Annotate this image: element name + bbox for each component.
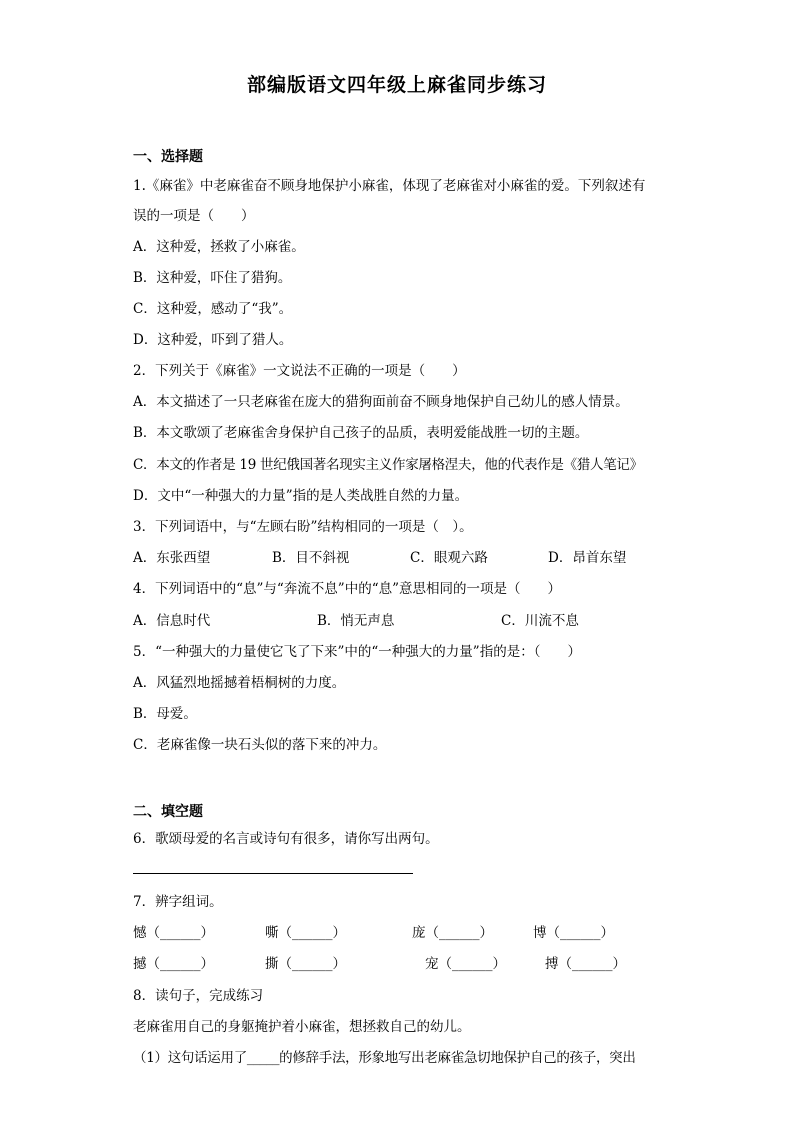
q1-option-a: A．这种爱，拯救了小麻雀。 (133, 239, 305, 255)
q3-option-d: D．昂首东望 (548, 550, 627, 566)
q2-option-c: C．本文的作者是 19 世纪俄国著名现实主义作家屠格涅夫，他的代表作是《猎人笔记》 (133, 457, 643, 473)
q5-option-b: B．母爱。 (133, 706, 197, 722)
q3-option-b: B．目不斜视 (272, 550, 350, 566)
q1-option-d: D．这种爱，吓到了猎人。 (133, 332, 293, 348)
q2-option-b: B．本文歌颂了老麻雀舍身保护自己孩子的品质，表明爱能战胜一切的主题。 (133, 425, 589, 441)
page-title: 部编版语文四年级上麻雀同步练习 (246, 74, 547, 96)
section-heading-fill: 二、填空题 (133, 804, 203, 820)
section-heading-choice: 一、选择题 (133, 149, 203, 165)
q4-option-c: C．川流不息 (501, 613, 579, 629)
q2-stem: 2．下列关于《麻雀》一文说法不正确的一项是（ ） (133, 363, 466, 379)
q8-sub-question-1: （1）这句话运用了_____的修辞手法，形象地写出老麻雀急切地保护自己的孩子，突出 (133, 1050, 636, 1066)
q7-stem: 7．辨字组词。 (133, 894, 223, 910)
q8-stem: 8．读句子，完成练习 (133, 988, 264, 1004)
q1-option-c: C．这种爱，感动了“我”。 (133, 301, 293, 317)
q7-item-5[interactable]: 撼（______） (133, 956, 214, 972)
q7-item-4[interactable]: 博（______） (533, 925, 614, 941)
q5-option-c: C．老麻雀像一块石头似的落下来的冲力。 (133, 737, 387, 753)
q3-option-c: C．眼观六路 (410, 550, 488, 566)
q4-option-b: B．悄无声息 (317, 613, 395, 629)
q4-stem: 4．下列词语中的“息”与“奔流不息”中的“息”意思相同的一项是（ ） (133, 581, 561, 597)
q2-option-d: D．文中“一种强大的力量”指的是人类战胜自然的力量。 (133, 488, 469, 504)
q4-option-a: A．信息时代 (133, 613, 211, 629)
q7-item-2[interactable]: 嘶（______） (265, 925, 346, 941)
q7-item-3[interactable]: 庞（______） (412, 925, 493, 941)
q6-stem: 6．歌颂母爱的名言或诗句有很多，请你写出两句。 (133, 831, 439, 847)
q3-stem: 3．下列词语中，与“左顾右盼”结构相同的一项是（ ）。 (133, 519, 473, 535)
q7-item-7[interactable]: 宠（______） (425, 956, 506, 972)
q6-answer-line[interactable] (133, 873, 413, 874)
q5-option-a: A．风猛烈地摇撼着梧桐树的力度。 (133, 675, 346, 691)
q7-item-8[interactable]: 搏（______） (545, 956, 626, 972)
q7-item-1[interactable]: 憾（______） (133, 925, 214, 941)
q8-sentence: 老麻雀用自己的身躯掩护着小麻雀，想拯救自己的幼儿。 (133, 1019, 471, 1035)
q1-stem-line2: 误的一项是（ ） (133, 208, 255, 224)
q1-stem-line1: 1.《麻雀》中老麻雀奋不顾身地保护小麻雀，体现了老麻雀对小麻雀的爱。下列叙述有 (133, 178, 646, 194)
q5-stem: 5．“一种强大的力量使它飞了下来”中的“一种强大的力量”指的是：（ ） (133, 644, 581, 660)
q1-option-b: B．这种爱，吓住了猎狗。 (133, 270, 292, 286)
q7-item-6[interactable]: 撕（______） (265, 956, 346, 972)
q2-option-a: A．本文描述了一只老麻雀在庞大的猎狗面前奋不顾身地保护自己幼儿的感人情景。 (133, 394, 629, 410)
q3-option-a: A．东张西望 (133, 550, 211, 566)
